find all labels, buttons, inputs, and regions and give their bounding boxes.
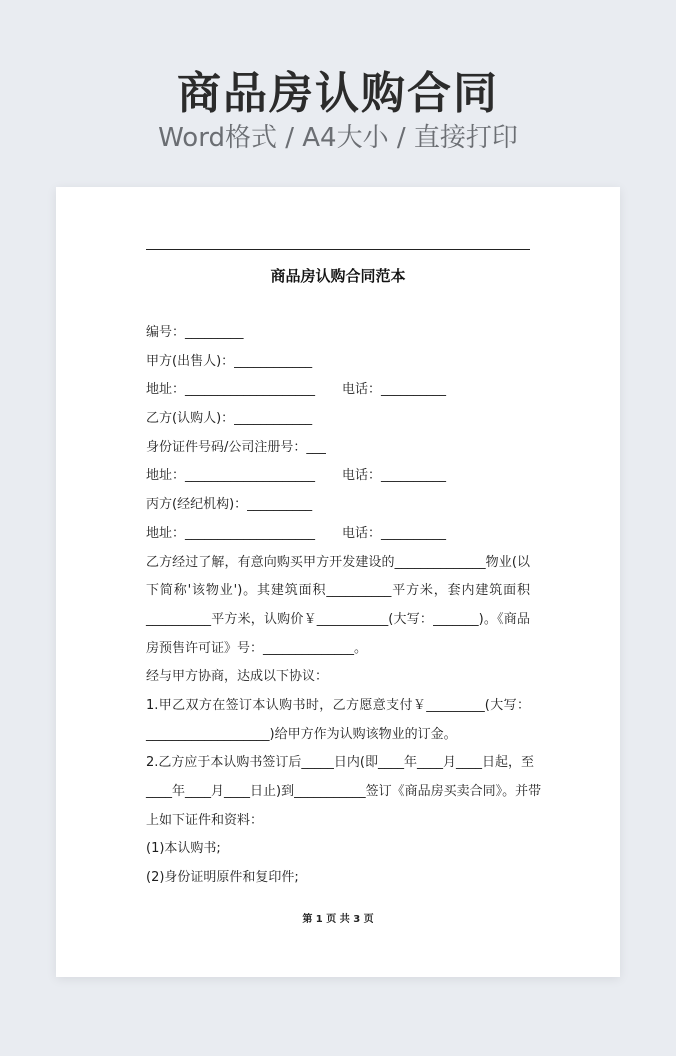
- intro-paragraph-line: 下简称'该物业')。其建筑面积__________平方米，套内建筑面积: [146, 583, 530, 599]
- party-c-contact-line: [146, 520, 530, 549]
- clause-1-line: ___________________)给甲方作为认购该物业的订金。: [146, 726, 457, 742]
- intro-paragraph-line: 房预售许可证》号：______________。: [146, 640, 368, 656]
- party-c-line: 丙方(经纪机构)：__________: [146, 497, 313, 513]
- party-a-line: 甲方(出售人)：____________: [146, 353, 313, 369]
- party-a-address: 地址：____________________: [146, 382, 316, 398]
- party-b-address: 地址：____________________: [146, 468, 316, 484]
- party-b-contact-line: [146, 462, 530, 491]
- agreement-intro: 经与甲方协商，达成以下协议：: [146, 669, 329, 685]
- document-title: 商品房认购合同范本: [270, 267, 406, 285]
- party-c-address: 地址：____________________: [146, 525, 316, 541]
- document-page: [56, 187, 620, 977]
- banner-subtitle: Word格式 / A4大小 / 直接打印: [158, 123, 518, 153]
- clause-2-line: ____年____月____日止)到___________签订《商品房买卖合同》。并带: [146, 784, 542, 799]
- party-b-line: 乙方(认购人)：____________: [146, 411, 313, 427]
- contract-number-line: 编号：_________: [146, 325, 244, 340]
- banner-title: 商品房认购合同: [177, 68, 499, 119]
- intro-paragraph-line: 乙方经过了解，有意向购买甲方开发建设的______________物业(以: [146, 554, 530, 570]
- clause-2-line: 2.乙方应于本认购书签订后_____日内(即____年____月____日起，至: [146, 755, 534, 771]
- clause-1-line: 1.甲乙双方在签订本认购书时，乙方愿意支付￥_________(大写：: [146, 697, 530, 713]
- intro-paragraph-line: __________平方米，认购价￥___________(大写：_______)。《商品: [146, 611, 530, 627]
- party-b-phone: 电话：__________: [342, 468, 447, 484]
- list-item: (2)身份证明原件和复印件;: [146, 870, 299, 886]
- party-c-phone: 电话：__________: [342, 525, 447, 541]
- document-body: [146, 319, 542, 893]
- party-a-contact-line: [146, 376, 530, 405]
- page-number-footer: 第 1 页 共 3 页: [302, 914, 374, 925]
- header-rule: [146, 249, 530, 250]
- party-b-id-line: 身份证件号码/公司注册号：___: [146, 439, 326, 455]
- clause-2-line: 上如下证件和资料：: [146, 812, 264, 828]
- list-item: (1)本认购书;: [146, 841, 221, 857]
- party-a-phone: 电话：__________: [342, 382, 447, 398]
